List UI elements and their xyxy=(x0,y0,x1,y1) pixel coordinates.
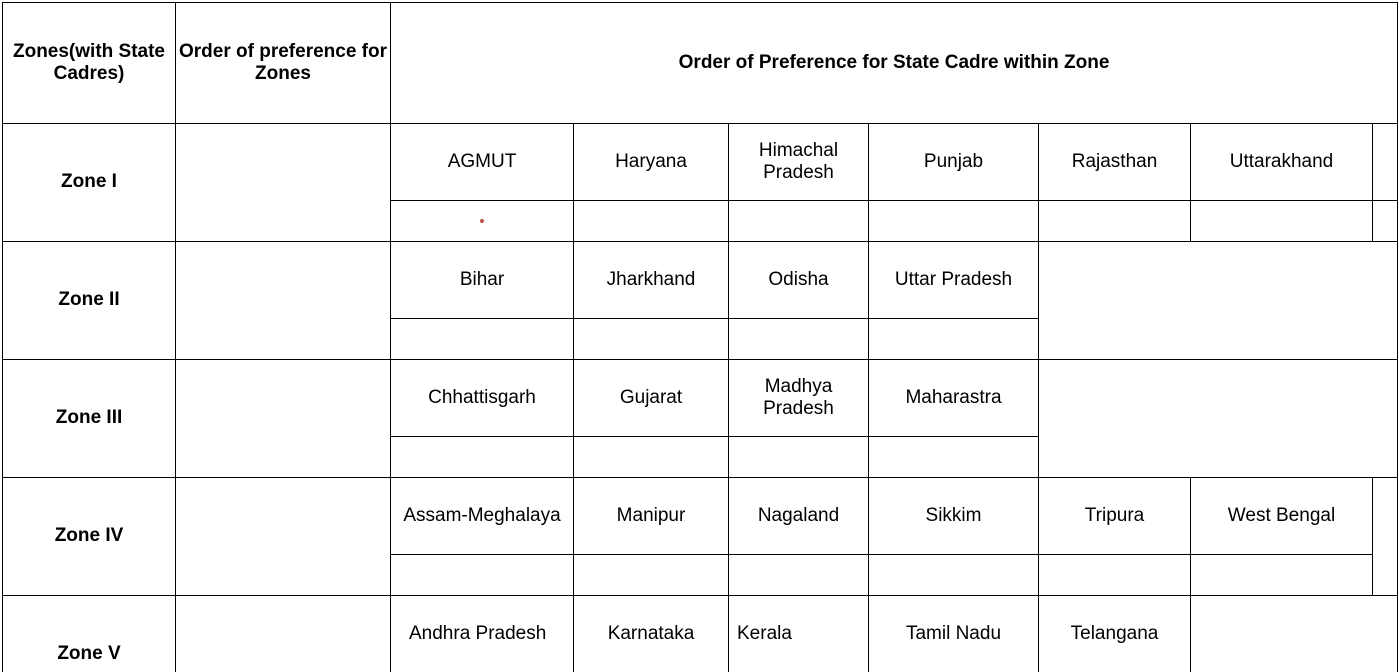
state-preference-input[interactable] xyxy=(1039,201,1191,242)
state-cell: Uttarakhand xyxy=(1191,124,1373,201)
table-row xyxy=(3,124,1398,201)
zone-label-5: Zone V xyxy=(3,596,176,672)
state-cell: Jharkhand xyxy=(574,242,729,319)
state-cell: Bihar xyxy=(391,242,574,319)
table-row xyxy=(3,360,1398,437)
state-preference-input[interactable] xyxy=(869,201,1039,242)
zone-label-2: Zone II xyxy=(3,242,176,360)
table-row xyxy=(3,596,1398,672)
state-cell: Assam-Meghalaya xyxy=(391,478,574,555)
state-preference-input[interactable] xyxy=(391,555,574,596)
state-preference-input[interactable] xyxy=(391,201,574,242)
zone-preference-input-3[interactable] xyxy=(176,360,391,478)
state-cell: Punjab xyxy=(869,124,1039,201)
state-cell: Karnataka xyxy=(574,596,729,672)
header-zones: Zones(with State Cadres) xyxy=(3,3,176,124)
table-row xyxy=(3,242,1398,319)
state-cell: Haryana xyxy=(574,124,729,201)
state-preference-input[interactable] xyxy=(1191,555,1373,596)
state-preference-input[interactable] xyxy=(1039,555,1191,596)
state-cell: Uttar Pradesh xyxy=(869,242,1039,319)
state-preference-input[interactable] xyxy=(729,437,869,478)
state-cell: Telangana xyxy=(1039,596,1191,672)
state-cell: Kerala xyxy=(729,596,869,672)
state-cell: Nagaland xyxy=(729,478,869,555)
table-row xyxy=(3,478,1398,555)
state-preference-input[interactable] xyxy=(729,555,869,596)
empty-region xyxy=(1039,242,1398,360)
zone-label-1: Zone I xyxy=(3,124,176,242)
state-cell: Andhra Pradesh xyxy=(391,596,574,672)
state-preference-input[interactable] xyxy=(869,319,1039,360)
state-cell: Madhya Pradesh xyxy=(729,360,869,437)
state-preference-input[interactable] xyxy=(869,437,1039,478)
state-cell: Rajasthan xyxy=(1039,124,1191,201)
state-cell: Chhattisgarh xyxy=(391,360,574,437)
dot-marker-icon xyxy=(480,219,484,223)
overflow-cell xyxy=(1373,201,1398,242)
state-preference-input[interactable] xyxy=(574,437,729,478)
zone-preference-input-1[interactable] xyxy=(176,124,391,242)
overflow-cell xyxy=(1373,478,1398,596)
state-preference-input[interactable] xyxy=(391,437,574,478)
state-preference-input[interactable] xyxy=(391,319,574,360)
state-preference-input[interactable] xyxy=(1191,201,1373,242)
empty-region xyxy=(1191,596,1398,672)
state-preference-input[interactable] xyxy=(574,201,729,242)
state-cell: Gujarat xyxy=(574,360,729,437)
state-cell: Maharastra xyxy=(869,360,1039,437)
zone-preference-input-5[interactable] xyxy=(176,596,391,672)
state-preference-input[interactable] xyxy=(869,555,1039,596)
state-preference-input[interactable] xyxy=(574,319,729,360)
header-order-preference-states: Order of Preference for State Cadre within Zone xyxy=(391,3,1398,124)
state-cell: AGMUT xyxy=(391,124,574,201)
state-cell: West Bengal xyxy=(1191,478,1373,555)
state-preference-input[interactable] xyxy=(729,201,869,242)
header-order-preference-zones: Order of preference for Zones xyxy=(176,3,391,124)
zone-preference-input-4[interactable] xyxy=(176,478,391,596)
overflow-cell xyxy=(1373,124,1398,201)
state-cell: Tripura xyxy=(1039,478,1191,555)
state-cell: Sikkim xyxy=(869,478,1039,555)
zone-label-3: Zone III xyxy=(3,360,176,478)
state-cell: Manipur xyxy=(574,478,729,555)
state-cell: Himachal Pradesh xyxy=(729,124,869,201)
state-preference-input[interactable] xyxy=(729,319,869,360)
zone-label-4: Zone IV xyxy=(3,478,176,596)
empty-region xyxy=(1039,360,1398,478)
state-cell: Odisha xyxy=(729,242,869,319)
state-cell: Tamil Nadu xyxy=(869,596,1039,672)
zone-preference-input-2[interactable] xyxy=(176,242,391,360)
state-preference-input[interactable] xyxy=(574,555,729,596)
cadre-preference-table xyxy=(2,2,1398,672)
table-header-row xyxy=(3,3,1398,124)
